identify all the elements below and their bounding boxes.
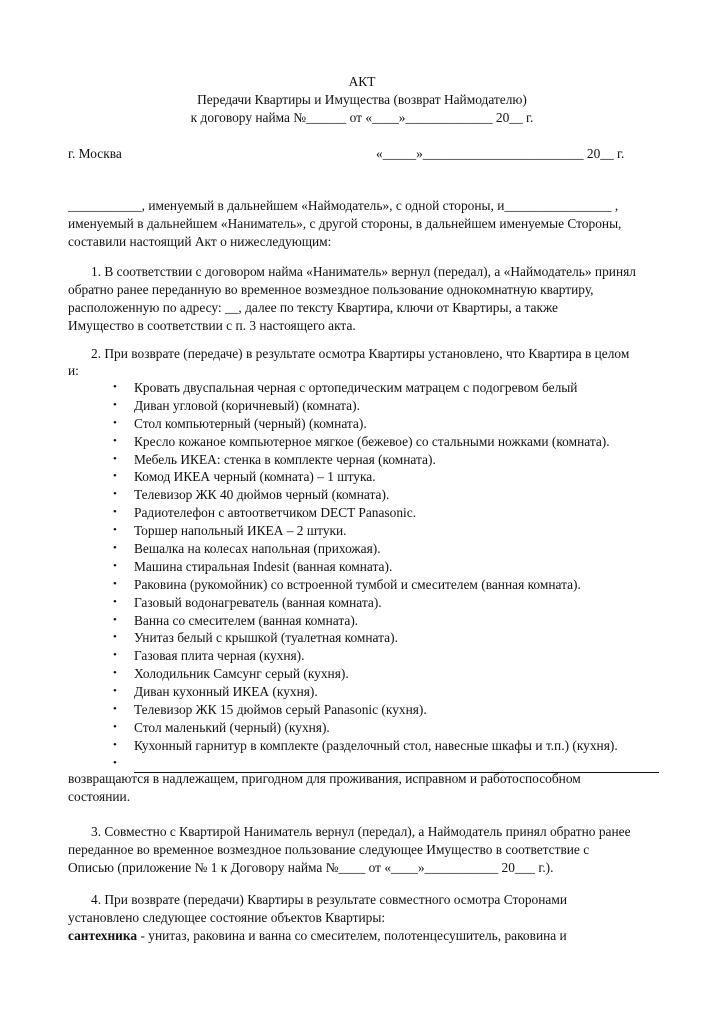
- section-3-continued: [68, 841, 688, 877]
- bullet-icon: •: [113, 631, 117, 644]
- bullet-icon: •: [113, 559, 117, 572]
- act-date: «_____»________________________ 20__ г.: [376, 146, 625, 161]
- section-4-continued: [68, 909, 688, 945]
- list-item: • Ванна со смесителем (ванная комната).: [113, 612, 359, 628]
- section-2-intro: [91, 345, 691, 363]
- list-item: • Комод ИКЕА черный (комната) – 1 штука.: [113, 469, 376, 485]
- parties-line-1: ___________, именуемый в дальнейшем «Наймодатель», с одной стороны, и________________ ,: [68, 198, 619, 213]
- bullet-icon: •: [113, 470, 117, 483]
- section-3: [91, 823, 691, 841]
- contract-reference: к договору найма №______ от «____»_____________ 20__ г.: [190, 110, 534, 125]
- list-item: • Телевизор ЖК 15 дюймов серый Panasonic (кухня).: [113, 702, 427, 718]
- bullet-icon: •: [113, 506, 117, 519]
- list-item: • Мебель ИКЕА: стенка в комплекте черная (комната).: [113, 451, 436, 467]
- list-item: • Газовый водонагреватель (ванная комната).: [113, 594, 382, 610]
- list-item: • Диван угловой (коричневый) (комната).: [113, 397, 360, 413]
- bullet-icon: •: [113, 720, 117, 733]
- list-item: • Машина стиральная Indesit (ванная комната).: [113, 558, 393, 574]
- bullet-icon: •: [113, 381, 117, 393]
- bullet-icon: •: [113, 613, 117, 626]
- plumbing-label: сантехника: [68, 927, 138, 943]
- section-3-line-1: 3. Совместно с Квартирой Наниматель вернул (передал), а Наймодатель принял обратно ранее: [91, 824, 631, 839]
- bullet-icon: •: [113, 488, 117, 501]
- section-1: [91, 263, 691, 281]
- section-1-continued: [68, 281, 688, 334]
- section-2-intro-continued: [68, 362, 688, 380]
- section-2-line-1: 2. При возврате (передаче) в результате осмотра Квартиры установлено, что Квартира в целом: [91, 346, 630, 361]
- bullet-icon: •: [113, 703, 117, 716]
- list-item: • Кровать двуспальная черная с ортопедическим матрацем с подогревом белый: [113, 380, 578, 395]
- section-1-line-1: 1. В соответствии с договором найма «Наниматель» вернул (передал), а «Наймодатель» принял: [91, 264, 636, 279]
- list-item: • Унитаз белый с крышкой (туалетная комната).: [113, 630, 398, 646]
- section-1-line-4: Имущество в соответствии с п. 3 настоящего акта.: [68, 317, 356, 333]
- bullet-icon: •: [113, 667, 117, 680]
- document-title: АКТ: [348, 74, 376, 89]
- bullet-icon: •: [113, 452, 117, 465]
- section-4-line-3: [68, 927, 688, 945]
- bullet-icon: •: [113, 542, 117, 555]
- list-item: • Телевизор ЖК 40 дюймов черный (комната).: [113, 487, 390, 503]
- bullet-icon: •: [113, 524, 117, 537]
- list-item: • Стол маленький (черный) (кухня).: [113, 719, 330, 735]
- list-item: • Радиотелефон с автоответчиком DECT Panasonic.: [113, 505, 417, 521]
- document-subtitle: Передачи Квартиры и Имущества (возврат Наймодателю): [197, 92, 527, 107]
- bullet-icon: •: [113, 649, 117, 662]
- bullet-icon: •: [113, 416, 117, 429]
- section-2-after-1: возвращаются в надлежащем, пригодном для проживания, исправном и работоспособном: [68, 771, 581, 786]
- bullet-icon: •: [113, 398, 117, 411]
- bullet-icon: •: [113, 595, 117, 608]
- section-2-conclusion: [68, 770, 688, 806]
- list-item: • Кресло кожаное компьютерное мягкое (бежевое) со стальными ножками (комната).: [113, 433, 610, 449]
- section-4-line-1: 4. При возврате (передачи) Квартиры в результате совместного осмотра Сторонами: [91, 892, 567, 907]
- section-2-after-2: состоянии.: [68, 788, 131, 804]
- list-item: • Газовая плита черная (кухня).: [113, 648, 305, 664]
- bullet-icon: •: [113, 738, 117, 751]
- list-item: • Торшер напольный ИКЕА – 2 штуки.: [113, 523, 347, 539]
- parties-paragraph: [68, 197, 688, 250]
- bullet-icon: •: [113, 577, 117, 590]
- list-item: • Стол компьютерный (черный) (комната).: [113, 415, 367, 431]
- list-item: • Диван кухонный ИКЕА (кухня).: [113, 684, 318, 700]
- section-4: [91, 891, 691, 909]
- property-list: [96, 379, 676, 773]
- list-item: • Раковина (рукомойник) со встроенной тумбой и смесителем (ванная комната).: [113, 576, 581, 592]
- section-3-line-2: переданное во временное возмездное пользование следующее Имущество в соответствие с: [68, 842, 590, 857]
- section-4-line-2: установлено следующее состояние объектов Квартиры:: [68, 910, 386, 925]
- list-item: • Холодильник Самсунг серый (кухня).: [113, 666, 349, 682]
- bullet-icon: •: [113, 434, 117, 447]
- list-item: • Кухонный гарнитур в комплекте (разделочный стол, навесные шкафы и т.п.) (кухня).: [113, 737, 618, 753]
- plumbing-description: - унитаз, раковина и ванна со смесителем, полотенцесушитель, раковина и: [137, 927, 567, 943]
- section-1-line-3: расположенную по адресу: __, далее по тексту Квартира, ключи от Квартиры, а также: [68, 299, 558, 315]
- section-3-line-3: Описью (приложение № 1 к Договору найма №____ от «____»___________ 20___ г.).: [68, 859, 554, 875]
- bullet-icon: •: [113, 685, 117, 698]
- list-item: • Вешалка на колесах напольная (прихожая).: [113, 541, 381, 557]
- bullet-icon: •: [113, 756, 117, 769]
- city: г. Москва: [68, 146, 122, 161]
- section-1-line-2: обратно ранее переданную во временное возмездное пользование однокомнатную квартиру,: [68, 282, 594, 297]
- parties-line-2: именуемый в дальнейшем «Наниматель», с другой стороны, в дальнейшем именуемые Стороны,: [68, 215, 622, 231]
- section-2-line-2: и:: [68, 363, 79, 378]
- parties-line-3: составили настоящий Акт о нижеследующим:: [68, 233, 332, 249]
